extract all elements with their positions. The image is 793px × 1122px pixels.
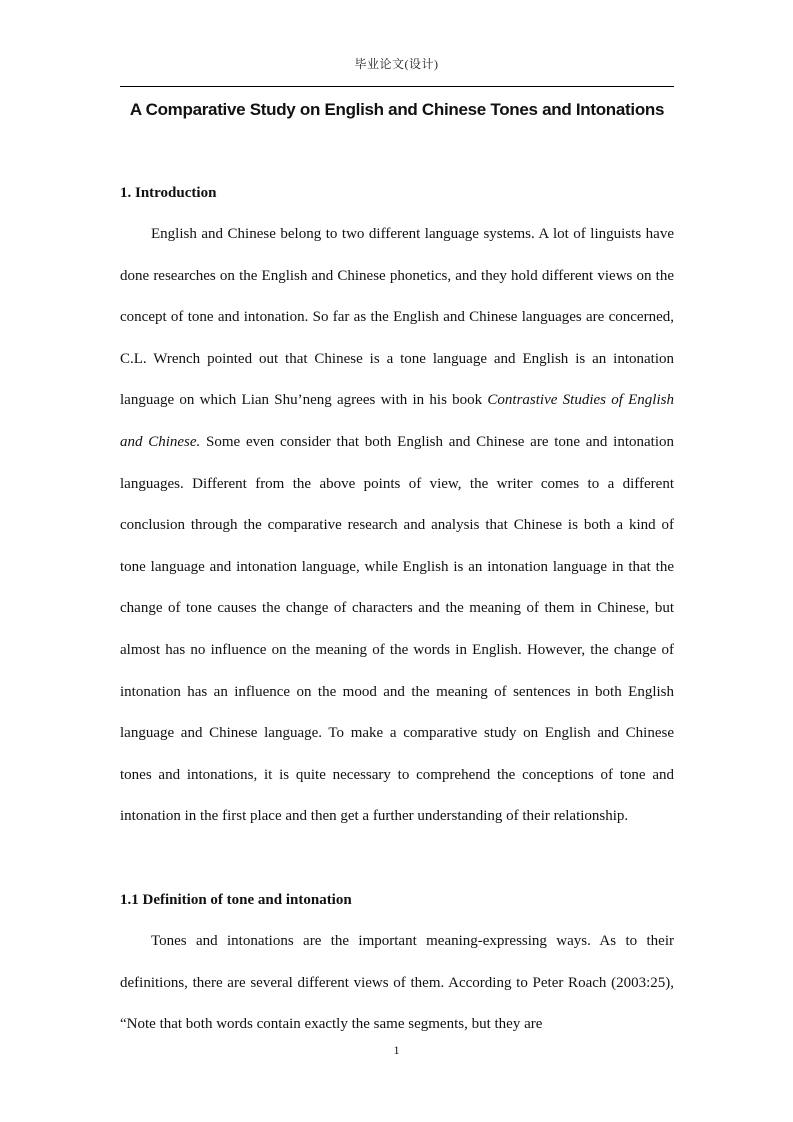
header-divider xyxy=(120,86,674,87)
section-heading-introduction: 1. Introduction xyxy=(120,185,217,201)
page-number: 1 xyxy=(393,1043,400,1057)
introduction-text-part-1: English and Chinese belong to two different language systems. A lot of linguists have done researches on the English and Chinese phonetics, and they hold different views on the concept of tone and intonation. So far as the English and Chinese languages are concerned, C.L. Wrench pointed out that Chinese is a tone language and English is an intonation language on which Lian Shu’neng agrees with in his book xyxy=(120,226,674,409)
introduction-text-part-2: Some even consider that both English and Chinese are tone and intonation languages. Different from the above points of view, the writer comes to a different conclusion through the comparative research and analysis that Chinese is both a kind of tone language and intonation language, while English is an intonation language in that the change of tone causes the change of characters and the meaning of them in Chinese, but almost has no influence on the meaning of the words in English. However, the change of intonation has an influence on the mood and the meaning of sentences in both English language and Chinese language. To make a comparative study on English and Chinese tones and intonations, it is quite necessary to comprehend the conceptions of tone and intonation in the first place and then get a further understanding of their relationship. xyxy=(120,433,674,825)
definition-paragraph: Tones and intonations are the important meaning-expressing ways. As to their definitions, there are several different views of them. According to Peter Roach (2003:25), “Note that both words contain exactly the same segments, but they are xyxy=(120,933,674,1033)
document-title: A Comparative Study on English and Chinese Tones and Intonations xyxy=(129,100,665,119)
book-title-italic: Contrastive Studies of English and Chinese. xyxy=(120,392,674,450)
introduction-paragraph xyxy=(120,214,674,838)
section-heading-definition: 1.1 Definition of tone and intonation xyxy=(120,892,352,908)
running-header: 毕业论文(设计) xyxy=(354,57,439,71)
